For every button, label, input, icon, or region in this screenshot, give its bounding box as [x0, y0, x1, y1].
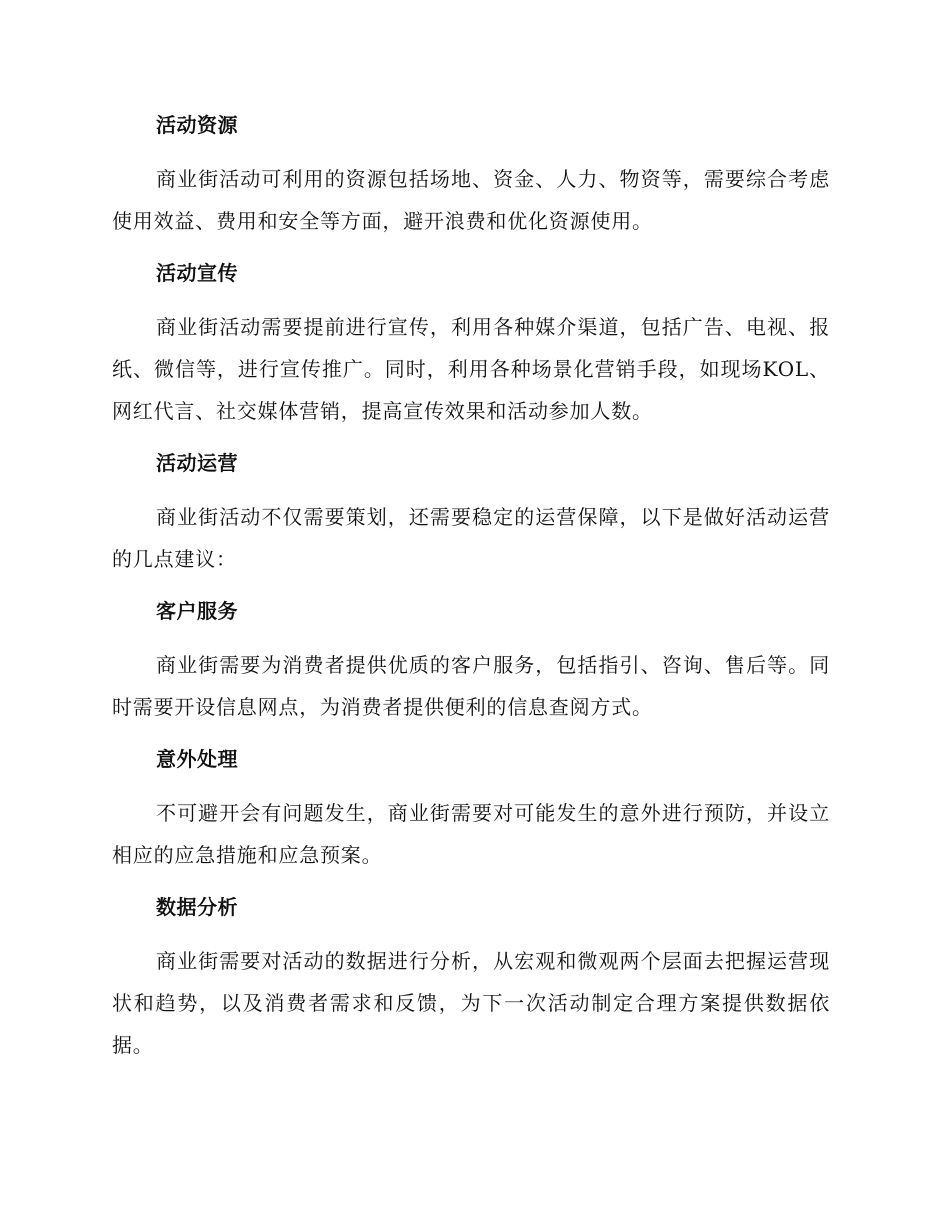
section-paragraph: 商业街活动不仅需要策划，还需要稳定的运营保障，以下是做好活动运营的几点建议： — [112, 505, 830, 571]
section-activity-operation — [112, 442, 830, 580]
section-heading: 客户服务 — [156, 599, 238, 623]
document-page — [112, 104, 830, 1076]
section-paragraph: 商业街需要对活动的数据进行分析，从宏观和微观两个层面去把握运营现状和趋势，以及消费者需求和反馈，为下一次活动制定合理方案提供数据依据。 — [112, 949, 830, 1057]
section-activity-resources — [112, 104, 830, 242]
section-paragraph: 商业街活动需要提前进行宣传，利用各种媒介渠道，包括广告、电视、报纸、微信等，进行宣传推广。同时，利用各种场景化营销手段，如现场KOL、网红代言、社交媒体营销，提高宣传效果和活动参加人数。 — [112, 315, 830, 423]
section-data-analysis — [112, 886, 830, 1066]
section-heading: 意外处理 — [156, 747, 238, 771]
section-heading: 活动宣传 — [156, 261, 238, 285]
section-paragraph: 商业街需要为消费者提供优质的客户服务，包括指引、咨询、售后等。同时需要开设信息网点，为消费者提供便利的信息查阅方式。 — [112, 653, 830, 719]
section-heading: 数据分析 — [156, 895, 238, 919]
section-heading: 活动资源 — [156, 113, 238, 137]
section-paragraph: 不可避开会有问题发生，商业街需要对可能发生的意外进行预防，并设立相应的应急措施和应急预案。 — [112, 801, 830, 867]
section-paragraph: 商业街活动可利用的资源包括场地、资金、人力、物资等，需要综合考虑使用效益、费用和安全等方面，避开浪费和优化资源使用。 — [112, 167, 830, 233]
section-incident-handling — [112, 738, 830, 876]
section-activity-promotion — [112, 252, 830, 432]
section-customer-service — [112, 590, 830, 728]
section-heading: 活动运营 — [156, 451, 238, 475]
